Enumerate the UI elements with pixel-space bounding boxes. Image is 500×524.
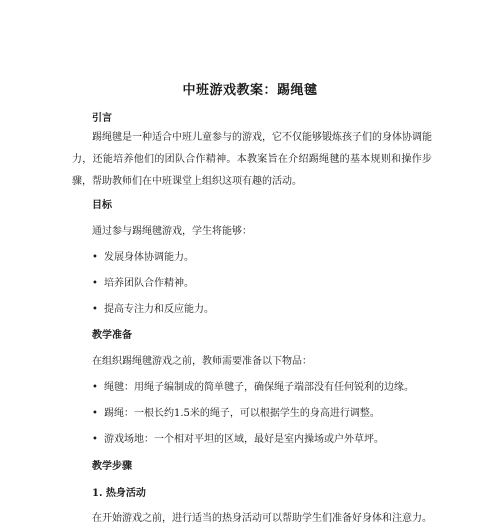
bullet-icon: • — [92, 408, 98, 419]
list-item — [92, 404, 380, 419]
bullet-icon: • — [92, 304, 98, 315]
list-item — [92, 300, 214, 315]
section-heading-intro: 引言 — [92, 113, 112, 124]
subsection-heading-warmup: 1. 热身活动 — [92, 488, 146, 499]
list-item — [92, 248, 194, 263]
list-item-text: 绳毽：用绳子编制成的简单毽子，确保绳子端部没有任何锐利的边缘。 — [104, 382, 414, 393]
warmup-text: 在开始游戏之前，进行适当的热身活动可以帮助学生们准备好身体和注意力。 — [92, 513, 432, 524]
document-title: 中班游戏教案：踢绳毽 — [182, 83, 318, 98]
list-item-text: 提高专注力和反应能力。 — [104, 304, 214, 315]
bullet-icon: • — [92, 382, 98, 393]
list-item-text: 踢绳：一根长约1.5米的绳子，可以根据学生的身高进行调整。 — [104, 408, 380, 419]
section-heading-steps: 教学步骤 — [92, 461, 132, 472]
bullet-icon: • — [92, 434, 98, 445]
list-item — [92, 274, 194, 289]
intro-paragraph-text: 踢绳毽是一种适合中班儿童参与的游戏，它不仅能够锻炼孩子们的身体协调能力，还能培养他们的团队合作精神。本教案旨在介绍踢绳毽的基本规则和操作步骤，帮助教师们在中班课堂上组织这项有趣的活动。 — [72, 132, 432, 187]
list-item-text: 培养团队合作精神。 — [104, 278, 194, 289]
section-heading-goals: 目标 — [92, 200, 112, 211]
list-item-text: 发展身体协调能力。 — [104, 252, 194, 263]
list-item — [92, 378, 414, 393]
goals-lead-text: 通过参与踢绳毽游戏，学生将能够： — [92, 226, 252, 237]
bullet-icon: • — [92, 252, 98, 263]
intro-paragraph — [72, 127, 432, 193]
prep-lead-text: 在组织踢绳毽游戏之前，教师需要准备以下物品： — [92, 356, 312, 367]
list-item-text: 游戏场地：一个相对平坦的区域，最好是室内操场或户外草坪。 — [104, 434, 384, 445]
section-heading-prep: 教学准备 — [92, 330, 132, 341]
bullet-icon: • — [92, 278, 98, 289]
list-item — [92, 430, 384, 445]
